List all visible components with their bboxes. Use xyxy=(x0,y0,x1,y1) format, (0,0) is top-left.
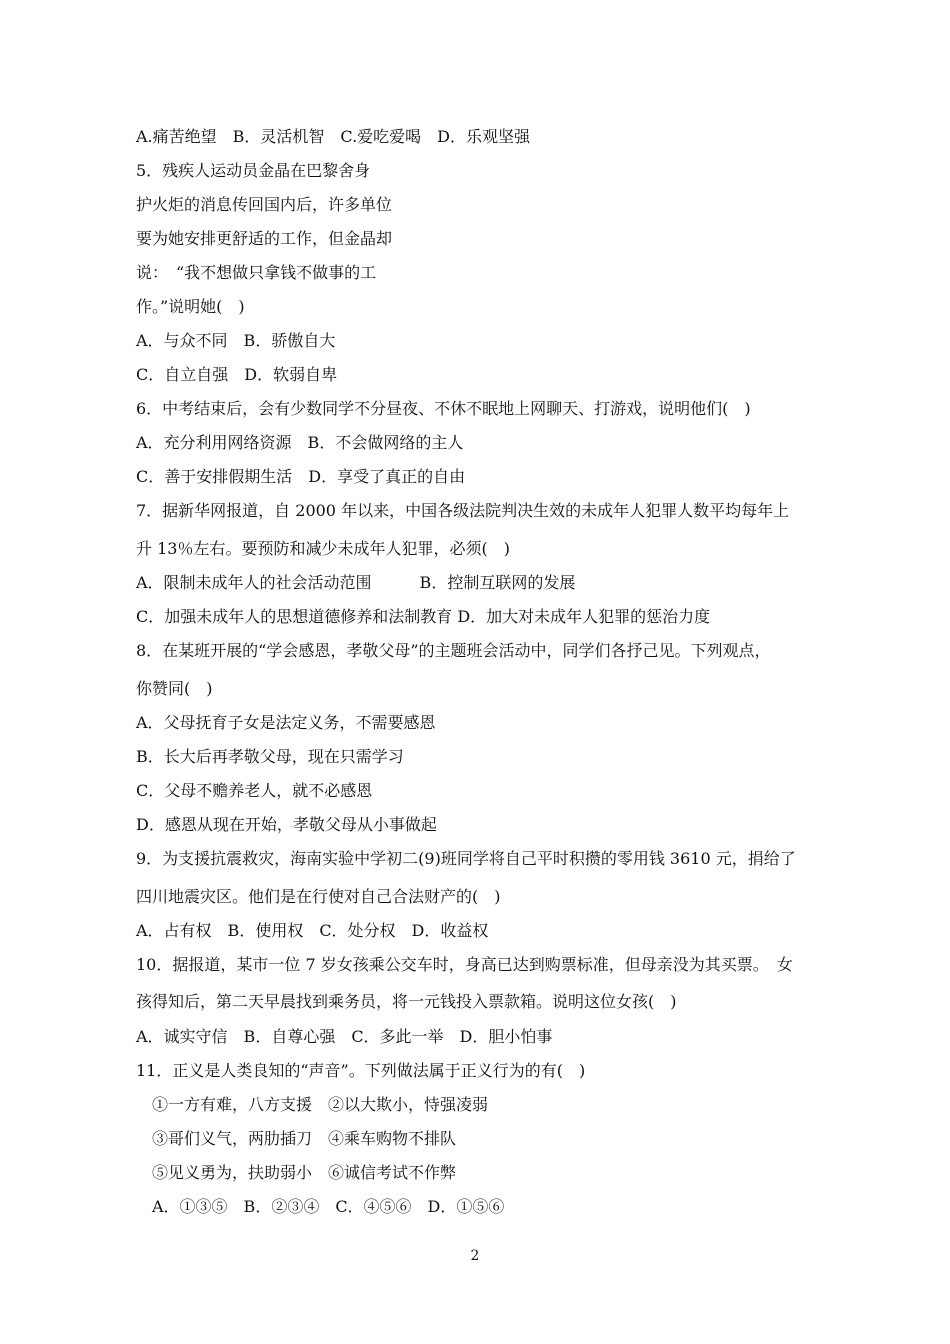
q7-stem-line-2: 升 13％左右。要预防和减少未成年人犯罪，必须( ) xyxy=(136,539,510,558)
q5-stem-line-3: 要为她安排更舒适的工作，但金晶却 xyxy=(136,229,393,248)
q8-option-c: C．父母不赡养老人，就不必感恩 xyxy=(136,781,373,800)
q8-option-b: B．长大后再孝敬父母，现在只需学习 xyxy=(136,747,404,766)
q11-item-line-3: ⑤见义勇为，扶助弱小 ⑥诚信考试不作弊 xyxy=(152,1163,457,1182)
q5-stem-line-4: 说： “我不想做只拿钱不做事的工 xyxy=(136,263,377,282)
q9-stem-line-1: 9．为支援抗震救灾，海南实验中学初二(9)班同学将自己平时积攒的零用钱 3610 元，捐给了 xyxy=(136,849,796,868)
q11-options: A．①③⑤ B．②③④ C．④⑤⑥ D．①⑤⑥ xyxy=(152,1197,505,1216)
q4-options: A.痛苦绝望 B．灵活机智 C.爱吃爱喝 D．乐观坚强 xyxy=(136,127,530,146)
q6-options-line-2: C．善于安排假期生活 D．享受了真正的自由 xyxy=(136,467,466,486)
q10-options: A．诚实守信 B．自尊心强 C．多此一举 D．胆小怕事 xyxy=(136,1027,553,1046)
q6-stem: 6．中考结束后，会有少数同学不分昼夜、不休不眠地上网聊天、打游戏，说明他们( ) xyxy=(136,399,751,418)
q7-options-line-2: C．加强未成年人的思想道德修养和法制教育 D．加大对未成年人犯罪的惩治力度 xyxy=(136,607,711,626)
q8-stem-line-2: 你赞同( ) xyxy=(136,679,213,698)
page-number: 2 xyxy=(470,1248,480,1264)
q9-stem-line-2: 四川地震灾区。他们是在行使对自己合法财产的( ) xyxy=(136,887,501,906)
q5-stem-line-5: 作。”说明她( ) xyxy=(136,297,245,316)
q10-stem-line-2: 孩得知后，第二天早晨找到乘务员，将一元钱投入票款箱。说明这位女孩( ) xyxy=(136,992,677,1011)
q8-stem-line-1: 8．在某班开展的“学会感恩，孝敬父母”的主题班会活动中，同学们各抒己见。下列观点， xyxy=(136,641,771,660)
q5-options-line-2: C．自立自强 D．软弱自卑 xyxy=(136,365,338,384)
q9-options: A．占有权 B．使用权 C．处分权 D．收益权 xyxy=(136,921,489,940)
q5-stem-line-1: 5．残疾人运动员金晶在巴黎舍身 xyxy=(136,161,371,180)
q5-stem-line-2: 护火炬的消息传回国内后，许多单位 xyxy=(136,195,393,214)
q5-options-line-1: A．与众不同 B．骄傲自大 xyxy=(136,331,336,350)
q11-item-line-2: ③哥们义气，两肋插刀 ④乘车购物不排队 xyxy=(152,1129,457,1148)
q8-option-d: D．感恩从现在开始，孝敬父母从小事做起 xyxy=(136,815,437,834)
q6-options-line-1: A．充分利用网络资源 B．不会做网络的主人 xyxy=(136,433,464,452)
q7-stem-line-1: 7．据新华网报道，自 2000 年以来，中国各级法院判决生效的未成年人犯罪人数平均每年上 xyxy=(136,501,790,520)
q10-stem-line-1: 10．据报道，某市一位 7 岁女孩乘公交车时，身高已达到购票标准，但母亲没为其买票。 女 xyxy=(136,955,793,974)
q7-options-line-1: A．限制未成年人的社会活动范围 B．控制互联网的发展 xyxy=(136,573,576,592)
q11-stem: 11．正义是人类良知的“声音”。下列做法属于正义行为的有( ) xyxy=(136,1061,586,1080)
q11-item-line-1: ①一方有难，八方支援 ②以大欺小，恃强凌弱 xyxy=(152,1095,489,1114)
q8-option-a: A．父母抚育子女是法定义务，不需要感恩 xyxy=(136,713,436,732)
